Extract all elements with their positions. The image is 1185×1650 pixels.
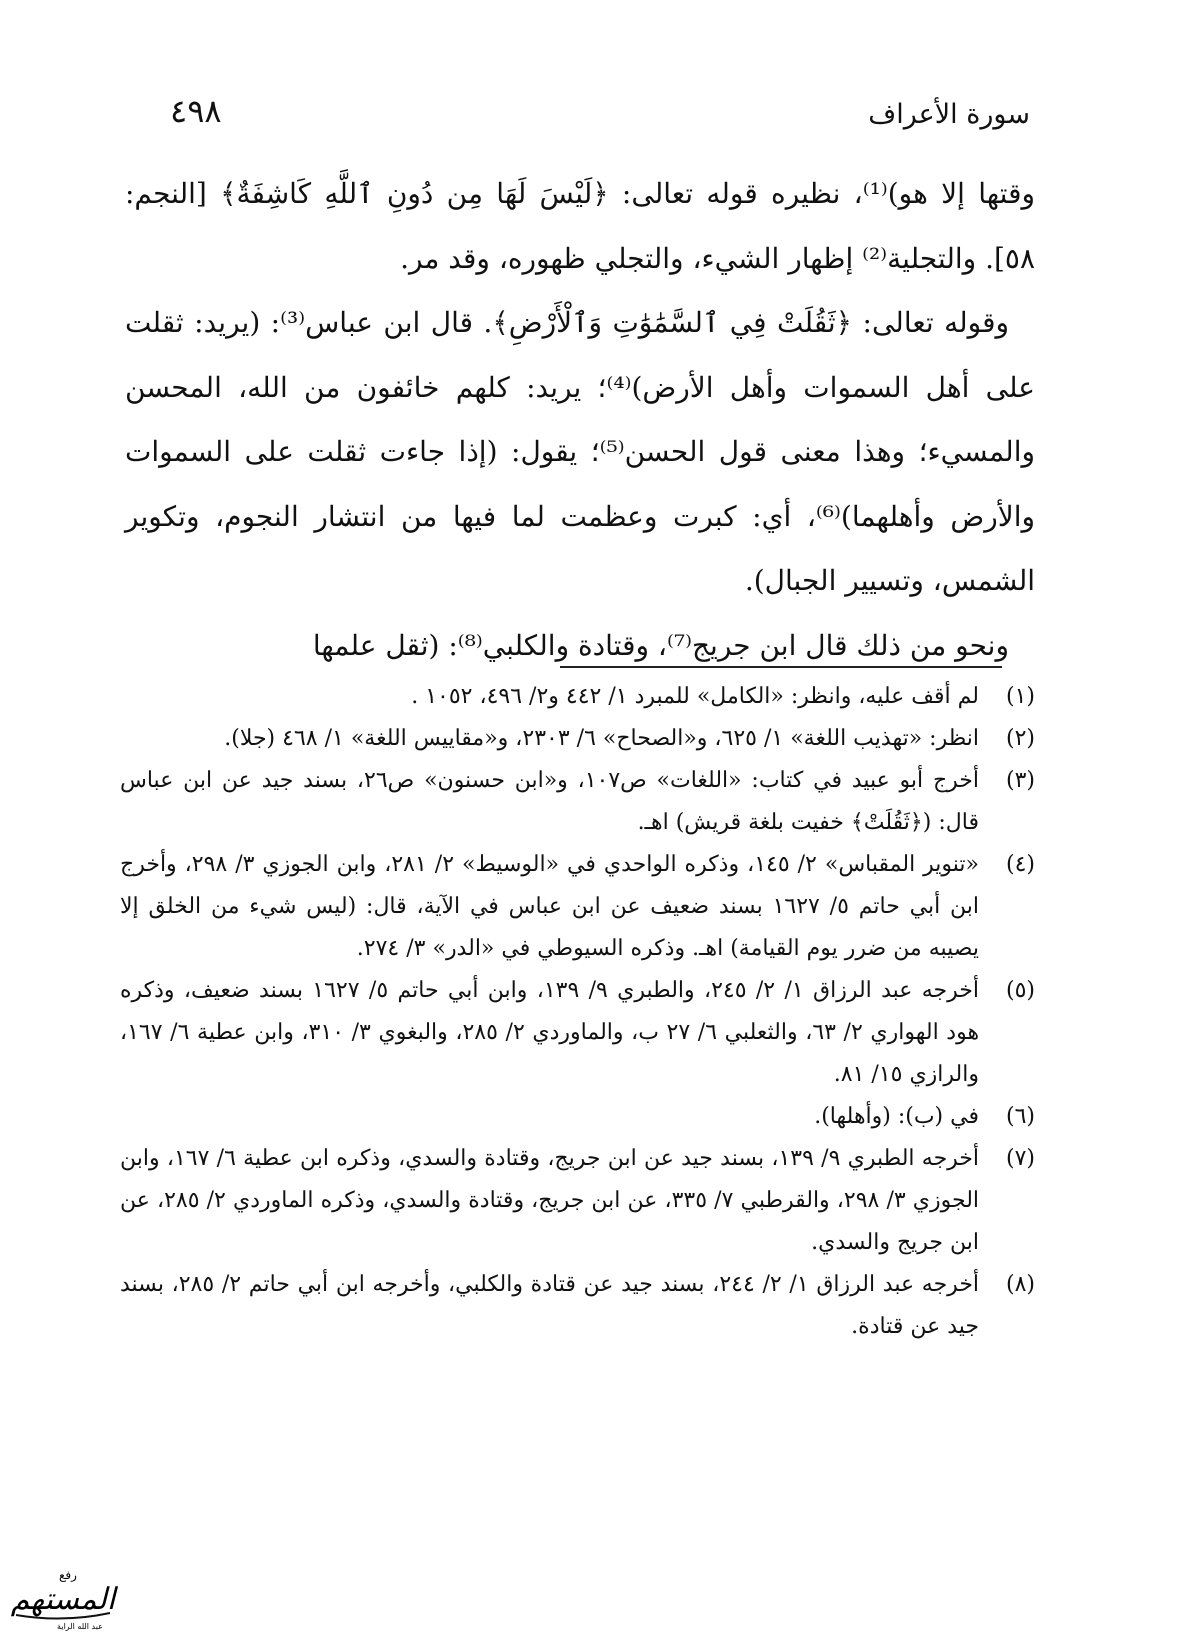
stamp-main-text: المستهم [10, 1582, 116, 1617]
footnote-number: (٣) [1005, 768, 1035, 793]
footnote-text: «تنوير المقباس» ٢/ ١٤٥، وذكره الواحدي في «الوسيط» ٢/ ٢٨١، وابن الجوزي ٣/ ٢٩٨، وأخرج ابن أبي حاتم ٥/ ١٦٢٧ بسند ضعيف عن ابن عباس في الآية، قال: (ليس شيء من الخلق إلا يصيبه من ضرر يوم القيامة) اهـ. وذكره السيوطي في «الدر» ٣/ ٢٧٤. [120, 852, 980, 961]
footnote-number: (٢) [1005, 726, 1035, 751]
footnote-text: أخرج أبو عبيد في كتاب: «اللغات» ص١٠٧، و«ابن حسنون» ص٢٦، بسند جيد عن ابن عباس قال: (﴿ثَقُلَتْ﴾ خفيت بلغة قريش) اهـ. [120, 768, 980, 835]
stamp-sub-text: عبد الله الراية [57, 1622, 103, 1631]
footnote-text: أخرجه عبد الرزاق ١/ ٢/ ٢٤٥، والطبري ٩/ ١٣٩، وابن أبي حاتم ٥/ ١٦٢٧ بسند ضعيف، وذكره هود الهواري ٢/ ٦٣، والثعلبي ٦/ ٢٧ ب، والماوردي ٢/ ٢٨٥، والبغوي ٣/ ٣١٠، وابن عطية ٦/ ١٦٧، والرازي ١٥/ ٨١. [120, 978, 980, 1087]
footnote-number: (١) [1005, 684, 1035, 709]
footnotes [120, 676, 1035, 1348]
footnote-number: (٨) [1005, 1272, 1035, 1297]
footnote-text: أخرجه الطبري ٩/ ١٣٩، بسند جيد عن ابن جريج، وقتادة والسدي، وذكره ابن عطية ٦/ ١٦٧، وابن الجوزي ٣/ ٢٩٨، والقرطبي ٧/ ٣٣٥، عن ابن جريج، وقتادة والسدي، وذكره الماوردي ٢/ ٢٨٥، عن ابن جريج والسدي. [120, 1146, 980, 1255]
footnote [120, 718, 1035, 760]
footnote [120, 1096, 1035, 1138]
footnote-text: لم أقف عليه، وانظر: «الكامل» للمبرد ١/ ٤٤٢ و٢/ ٤٩٦، ١٠٥٢ . [411, 684, 979, 709]
footnote-number: (٦) [1005, 1104, 1035, 1129]
footnote-text: انظر: «تهذيب اللغة» ١/ ٦٢٥، و«الصحاح» ٦/ ٢٣٠٣، و«مقاييس اللغة» ١/ ٤٦٨ (جلا). [224, 726, 979, 751]
paragraph: ونحو من ذلك قال ابن جريج⁽⁷⁾، وقتادة والكلبي⁽⁸⁾: (ثقل علمها [312, 628, 1009, 662]
stamp-graphic [8, 1565, 118, 1635]
footnote-separator [560, 666, 1002, 668]
footnote-number: (٥) [1005, 978, 1035, 1003]
stamp-top-text: رفع [59, 1568, 77, 1582]
footnote [120, 1264, 1035, 1348]
footnote [120, 1138, 1035, 1264]
library-stamp-logo [8, 1565, 118, 1635]
footnote [120, 760, 1035, 844]
footnote-number: (٤) [1005, 852, 1035, 877]
footnote-number: (٧) [1005, 1146, 1035, 1171]
paragraph: وقوله تعالى: ﴿ثَقُلَتْ فِي ٱلسَّمَٰوَٰتِ وَٱلْأَرْضِ﴾. قال ابن عباس⁽³⁾: (يريد: ثقلت على أهل السموات وأهل الأرض)⁽⁴⁾؛ يريد: كلهم خائفون من الله، المحسن والمسيء؛ وهذا معنى قول الحسن⁽⁵⁾؛ يقول: (إذا جاءت ثقلت على السموات والأرض وأهلهما)⁽⁶⁾، أي: كبرت وعظمت لما فيها من انتشار النجوم، وتكوير الشمس، وتسيير الجبال). [125, 306, 1035, 597]
main-text [125, 162, 1035, 678]
footnote [120, 844, 1035, 970]
paragraph: وقتها إلا هو)⁽¹⁾، نظيره قوله تعالى: ﴿لَيْسَ لَهَا مِن دُونِ ٱللَّهِ كَاشِفَةٌ﴾ [النجم: ٥٨]. والتجلية⁽²⁾ إظهار الشيء، والتجلي ظهوره، وقد مر. [125, 177, 1035, 275]
footnote-text: في (ب): (وأهلها). [814, 1104, 979, 1129]
page-header [170, 80, 1030, 130]
surah-title: سورة الأعراف [868, 99, 1030, 130]
footnote [120, 970, 1035, 1096]
page-number: ٤٩٨ [170, 92, 222, 130]
footnote [120, 676, 1035, 718]
footnote-text: أخرجه عبد الرزاق ١/ ٢/ ٢٤٤، بسند جيد عن قتادة والكلبي، وأخرجه ابن أبي حاتم ٢/ ٢٨٥، بسند جيد عن قتادة. [120, 1272, 980, 1339]
